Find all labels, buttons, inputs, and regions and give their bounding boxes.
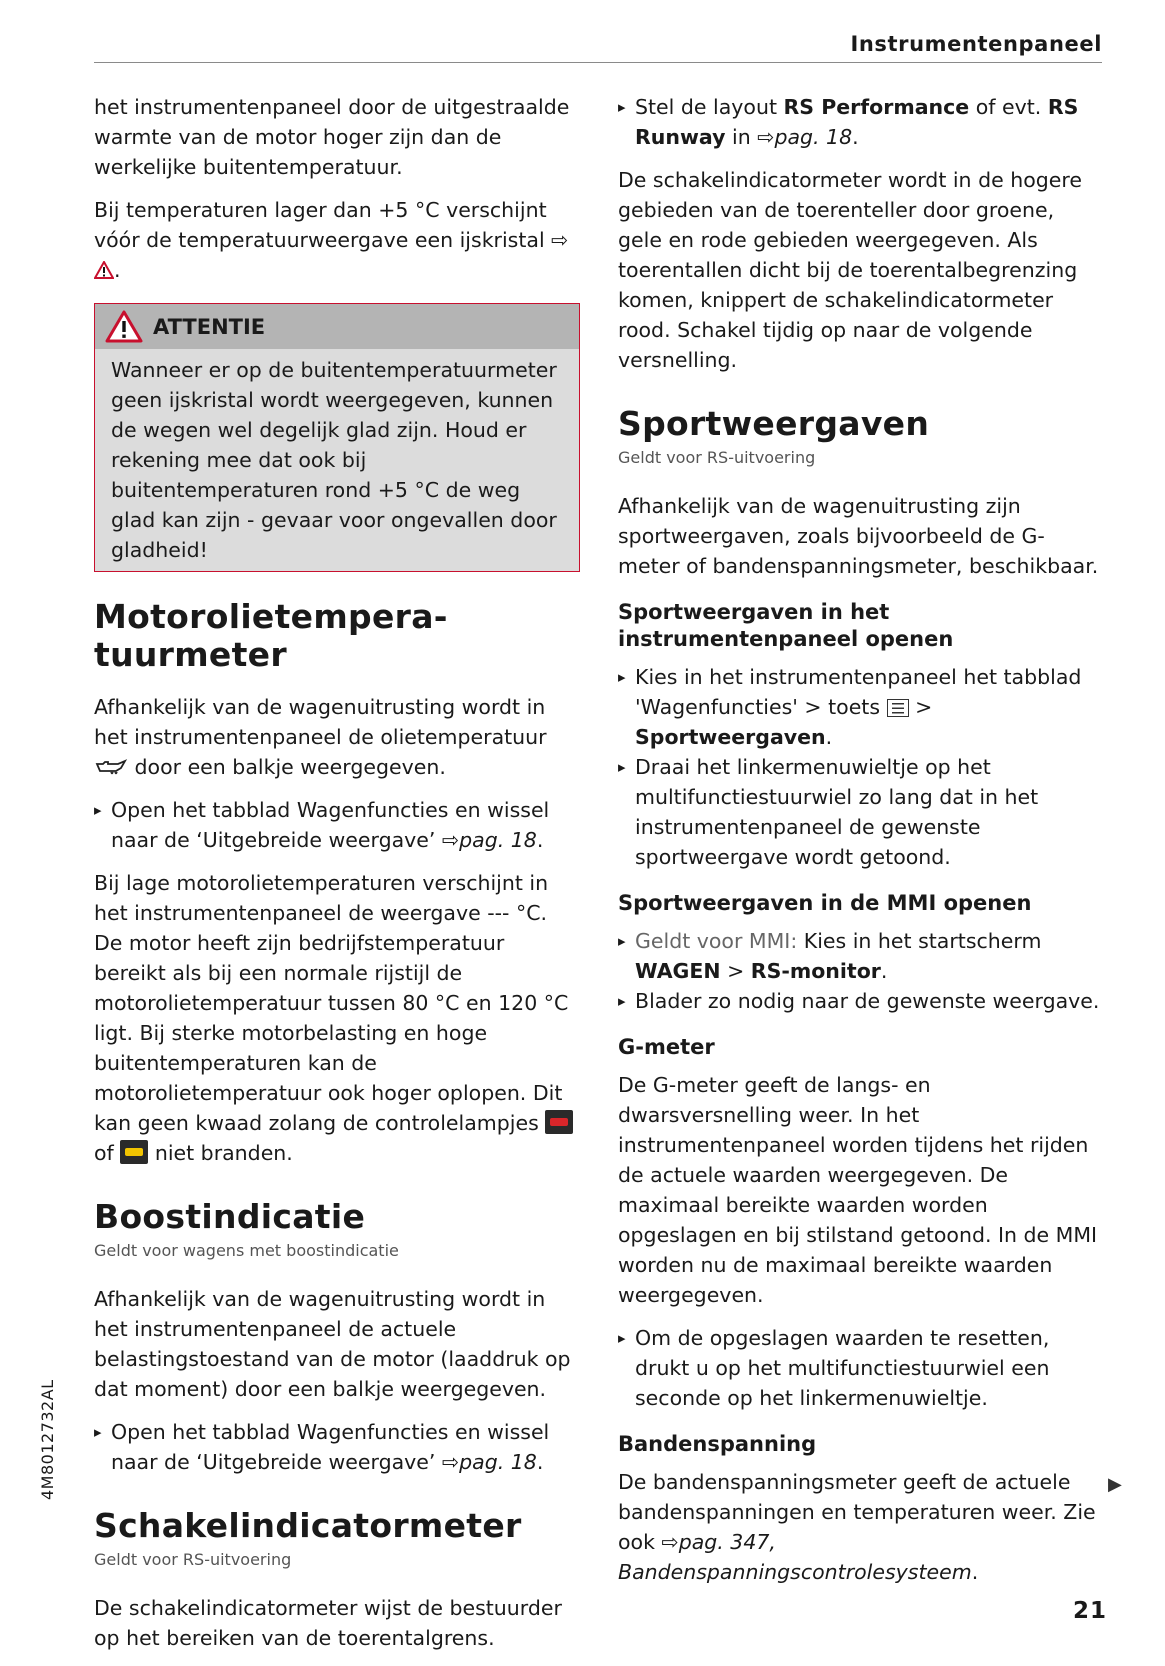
paragraph-text: De bandenspanningsmeter geeft de actuele bandenspanningen en temperaturen weer. Zie ook — [618, 1470, 1096, 1554]
paragraph — [94, 692, 580, 782]
paragraph: het instrumentenpaneel door de uitgestraalde warmte van de motor hoger zijn dan de werkelijke buitentemperatuur. — [94, 95, 570, 179]
instruction-separator: > — [915, 695, 933, 719]
page-reference[interactable]: ⇨pag. 347, Bandenspanningscontrolesysteem — [618, 1530, 972, 1584]
instruction-item: ▸ Open het tabblad Wagenfuncties en wissel naar de ‘Uitgebreide weergave’ ⇨pag. 18. — [94, 795, 580, 855]
instruction-list — [618, 1323, 1104, 1413]
instruction-item: ▸ Draai het linkermenuwieltje op het multifunctiestuurwiel zo lang dat in het instrumentenpaneel de gewenste sportweergave wordt getoond. — [618, 752, 1104, 872]
page-reference-text[interactable]: pag. 18 — [774, 125, 853, 149]
oil-level-warning-lamp-icon — [120, 1140, 148, 1164]
header-title: Instrumentenpaneel — [850, 32, 1102, 56]
paragraph-text: niet branden. — [154, 1141, 293, 1165]
warning-header — [95, 304, 579, 349]
paragraph: Bij temperaturen lager dan +5 °C verschijnt vóór de temperatuurweergave een ijskristal ⇨ . — [94, 198, 569, 282]
warning-triangle-icon — [105, 310, 143, 343]
page-reference[interactable]: ⇨pag. 18 — [441, 1450, 537, 1474]
section-title-line: tuurmeter — [94, 635, 287, 674]
applicability-note: Geldt voor RS-uitvoering — [94, 1550, 292, 1569]
page-reference-text[interactable]: pag. 347, Bandenspanningscontrolesysteem — [618, 1530, 972, 1584]
instruction-bold: Sportweergaven — [635, 725, 826, 749]
warning-text: Wanneer er op de buitentemperatuurmeter geen ijskristal wordt weergegeven, kunnen de wegen wel degelijk glad zijn. Houd er rekening mee dat ook bij buitentemperaturen rond +5 °C de weg glad kan zijn - gevaar voor ongevallen door gladheid! — [111, 358, 557, 562]
instruction-text: Kies in het instrumentenpaneel het tabblad 'Wagenfuncties' > toets — [635, 665, 1082, 719]
left-column — [94, 92, 580, 1666]
paragraph-text: Bij temperaturen lager dan +5 °C verschijnt vóór de temperatuurweergave een ijskristal ⇨ — [94, 198, 569, 252]
subsection-title: Sportweergaven in de MMI openen — [618, 891, 1032, 915]
instruction-bold: RS-monitor — [750, 959, 881, 983]
section-title: Sportweergaven — [618, 404, 930, 443]
section-title: Boostindicatie — [94, 1197, 366, 1236]
warning-triangle-icon — [94, 261, 114, 279]
oil-temperature-icon — [94, 758, 128, 776]
instruction-text: Open het tabblad Wagenfuncties en wissel naar de ‘Uitgebreide weergave’ — [111, 798, 550, 852]
warning-box — [94, 303, 580, 572]
section-title — [94, 598, 580, 674]
applicability-note: Geldt voor wagens met boostindicatie — [94, 1241, 399, 1260]
section-title: Schakelindicatormeter — [94, 1506, 522, 1545]
instruction-text: Stel de layout — [635, 95, 777, 119]
paragraph: Afhankelijk van de wagenuitrusting zijn sportweergaven, zoals bijvoorbeeld de G-meter of bandenspanningsmeter, beschikbaar. — [618, 494, 1099, 578]
warning-label: ATTENTIE — [153, 314, 266, 339]
paragraph: De schakelindicatormeter wijst de bestuurder op het bereiken van de toerentalgrens. — [94, 1596, 562, 1650]
applicability-note: Geldt voor RS-uitvoering — [618, 448, 816, 467]
instruction-bold: WAGEN — [635, 959, 721, 983]
paragraph: De schakelindicatormeter wordt in de hogere gebieden van de toerenteller door groene, gele en rode gebieden weergegeven. Als toerentallen dicht bij de toerentalbegrenzing komen, knippert de schakelindicatormeter rood. Schakel tijdig op naar de volgende versnelling. — [618, 168, 1082, 372]
instruction-bold: RS Runway — [635, 95, 1079, 149]
instruction-text: of evt. — [975, 95, 1042, 119]
paragraph: Afhankelijk van de wagenuitrusting wordt in het instrumentenpaneel de actuele belastingstoestand van de motor (laaddruk op dat moment) door een balkje weergegeven. — [94, 1287, 571, 1401]
paragraph: De G-meter geeft de langs- en dwarsversnelling weer. In het instrumentenpaneel worden tijdens het rijden de actuele waarden weergegeven. De maximaal bereikte waarden worden opgeslagen en bij stilstand getoond. In de MMI worden nu de maximaal bereikte waarden weergegeven. — [618, 1073, 1098, 1307]
instruction-item: ▸ Om de opgeslagen waarden te resetten, drukt u op het multifunctiestuurwiel een seconde op het linkermenuwieltje. — [618, 1323, 1104, 1413]
paragraph — [94, 868, 580, 1168]
document-code: 4M8012732AL — [38, 1379, 57, 1500]
instruction-text: Kies in het startscherm — [803, 929, 1042, 953]
instruction-list — [94, 1417, 580, 1477]
section-title-line: Motorolietempera- — [94, 597, 448, 636]
instruction-separator: > — [727, 959, 745, 983]
page-reference[interactable]: ⇨pag. 18 — [757, 125, 853, 149]
subsection-title: Sportweergaven in het instrumentenpaneel openen — [618, 600, 954, 651]
instruction-item: ▸ Blader zo nodig naar de gewenste weergave. — [618, 986, 1104, 1016]
instruction-list — [94, 795, 580, 855]
continue-arrow-icon: ▶ — [1108, 1474, 1122, 1495]
paragraph-text: of — [94, 1141, 114, 1165]
instruction-text: in — [732, 125, 751, 149]
menu-button-icon — [887, 699, 909, 717]
instruction-text: Open het tabblad Wagenfuncties en wissel naar de ‘Uitgebreide weergave’ — [111, 1420, 550, 1474]
applicability-inline: Geldt voor MMI: — [635, 929, 798, 953]
instruction-item: ▸ Geldt voor MMI: Kies in het startscherm WAGEN > RS-monitor. — [618, 926, 1104, 986]
paragraph-text: Afhankelijk van de wagenuitrusting wordt in het instrumentenpaneel de olietemperatuur — [94, 695, 547, 749]
subsection-title: G-meter — [618, 1035, 715, 1059]
instruction-list — [618, 662, 1104, 872]
right-column — [618, 92, 1104, 1600]
instruction-list — [618, 92, 1104, 152]
instruction-item: ▸ Open het tabblad Wagenfuncties en wissel naar de ‘Uitgebreide weergave’ ⇨pag. 18. — [94, 1417, 580, 1477]
paragraph-text: Bij lage motorolietemperaturen verschijnt in het instrumentenpaneel de weergave --- °C. De motor heeft zijn bedrijfstemperatuur bereikt als bij een normale rijstijl de motorolietemperatuur tussen 80 °C en 120 °C ligt. Bij sterke motorbelasting en hoge buitentemperaturen kan de motorolietemperatuur ook hoger oplopen. Dit kan geen kwaad zolang de controlelampjes — [94, 871, 569, 1135]
warning-body — [95, 349, 579, 571]
instruction-bold: RS Performance — [783, 95, 970, 119]
oil-pressure-warning-lamp-icon — [545, 1110, 573, 1134]
page-reference-text[interactable]: pag. 18 — [459, 1450, 537, 1474]
page-reference[interactable]: ⇨pag. 18 — [441, 828, 537, 852]
paragraph: De bandenspanningsmeter geeft de actuele bandenspanningen en temperaturen weer. Zie ook ⇨pag. 347, Bandenspanningscontrolesysteem. — [618, 1470, 1096, 1584]
instruction-item: ▸ Stel de layout RS Performance of evt. RS Runway in ⇨pag. 18. — [618, 92, 1104, 152]
running-header — [94, 30, 1102, 63]
instruction-list — [618, 926, 1104, 1016]
instruction-item: ▸ Kies in het instrumentenpaneel het tabblad 'Wagenfuncties' > toets > Sportweergaven. — [618, 662, 1104, 752]
page-number: 21 — [1072, 1598, 1107, 1624]
paragraph-text: door een balkje weergegeven. — [134, 755, 446, 779]
subsection-title: Bandenspanning — [618, 1432, 817, 1456]
page-reference-text[interactable]: pag. 18 — [459, 828, 537, 852]
